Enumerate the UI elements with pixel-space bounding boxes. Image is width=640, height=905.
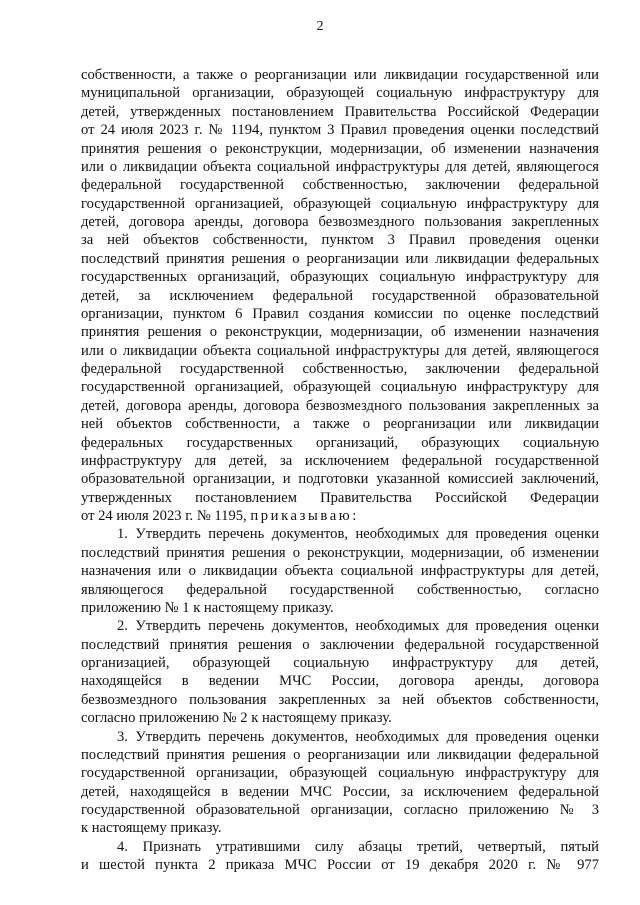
text-line: безвозмездного пользования закрепленных за ней объектов собственности, [81, 691, 599, 708]
text-line: федеральной государственной собственностью, заключении федеральной [81, 177, 599, 194]
text-line: приложению № 1 к настоящему приказу. [81, 599, 334, 616]
text-line: к настоящему приказу. [81, 820, 222, 837]
text-line: или о ликвидации объекта социальной инфраструктуры для детей, являющегося [81, 342, 599, 359]
text-line: образовательной организации, и подготовки указанной комиссией заключений, [81, 471, 599, 488]
text-line: находящейся в ведении МЧС России, договора аренды, договора [81, 673, 599, 690]
text-line: за ней объектов собственности, пунктом 3 Правил проведения оценки [81, 232, 599, 249]
text-line: федеральной государственной собственностью, заключении федеральной [81, 361, 599, 377]
text-line: последствий принятия решения о реорганизации или ликвидации федеральной [81, 746, 599, 763]
text-line: собственности, а также о реорганизации или ликвидации государственной или [81, 67, 599, 83]
text-line: являющегося федеральной государственной собственностью, согласно [81, 581, 599, 598]
text-line: назначения или о ликвидации объекта социальной инфраструктуры для детей, [81, 563, 599, 580]
text-line: государственной организации, образующей социальную инфраструктуру для [81, 765, 599, 782]
text-line: инфраструктуру для детей, за исключением федеральной государственной [81, 452, 599, 469]
text-line: последствий принятия решения о реорганизации или ликвидации федеральных [81, 250, 599, 267]
order-keyword: приказываю [250, 508, 353, 524]
text-line: детей, за исключением федеральной государственной образовательной [81, 287, 599, 304]
text-line: государственной организацией, образующей социальную инфраструктуру для [81, 195, 599, 212]
text-line: утвержденных постановлением Правительства Российской Федерации [81, 489, 599, 506]
text-line: детей, договора аренды, договора безвозмездного пользования закрепленных [81, 214, 599, 230]
text-line: последствий принятия решения о реконструкции, модернизации, об изменении [81, 544, 599, 561]
text-line: государственной образовательной организации, согласно приложению № 3 [81, 802, 599, 818]
text-line: последствий принятия решения о заключении федеральной государственной [81, 636, 599, 653]
text-line: или о ликвидации объекта социальной инфраструктуры для детей, являющегося [81, 158, 599, 175]
text-line: от 24 июля 2023 г. № 1194, пунктом 3 Правил проведения оценки последствий [81, 122, 599, 139]
page-number: 2 [316, 19, 324, 34]
text-line: согласно приложению № 2 к настоящему приказу. [81, 710, 392, 727]
text-line: детей, утвержденных постановлением Правительства Российской Федерации [81, 103, 599, 120]
order-line-suffix: : [352, 508, 357, 524]
text-line: организацией, образующей социальную инфраструктуру для детей, [81, 655, 599, 671]
list-item-start: 1. Утвердить перечень документов, необходимых для проведения оценки [117, 526, 599, 543]
list-item-start: 4. Признать утратившими силу абзацы третий, четвертый, пятый [117, 838, 599, 855]
text-line: государственных организаций, образующих социальную инфраструктуру для [81, 269, 599, 286]
order-line-prefix: от 24 июля 2023 г. № 1195, [81, 508, 251, 524]
list-item-start: 3. Утвердить перечень документов, необходимых для проведения оценки [117, 728, 599, 745]
text-line: муниципальной организации, образующей социальную инфраструктуру для [81, 85, 599, 102]
text-line: организации, пунктом 6 Правил создания комиссии по оценке последствий [81, 305, 599, 322]
text-line: детей, находящейся в ведении МЧС России, за исключением федеральной [81, 783, 599, 800]
document-body [81, 66, 599, 875]
text-line: ней объектов собственности, а также о реорганизации или ликвидации [81, 416, 599, 433]
text-line: принятия решения о реконструкции, модернизации, об изменении назначения [81, 140, 599, 157]
list-item-start: 2. Утвердить перечень документов, необходимых для проведения оценки [117, 618, 599, 635]
text-line: государственной организацией, образующей социальную инфраструктуру для [81, 379, 599, 396]
text-line: принятия решения о реконструкции, модернизации, об изменении назначения [81, 324, 599, 341]
order-line [81, 507, 599, 525]
text-line: детей, договора аренды, договора безвозмездного пользования закрепленных за [81, 397, 599, 414]
text-line: и шестой пункта 2 приказа МЧС России от 19 декабря 2020 г. № 977 [81, 857, 599, 874]
text-line: федеральных государственных организаций, образующих социальную [81, 434, 599, 451]
